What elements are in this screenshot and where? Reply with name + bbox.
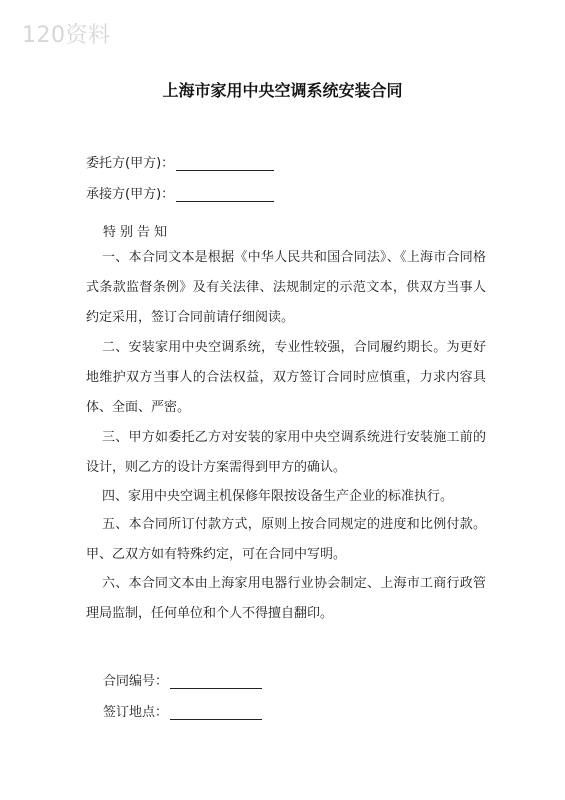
contractor-field [86,183,274,202]
watermark: 120资料 [22,23,111,48]
client-field [86,152,274,171]
contractor-blank-line[interactable] [176,187,274,202]
notice-paragraph-6: 六、本合同文本由上海家用电器行业协会制定、上海市工商行政管理局监制，任何单位和个人不得擅自翻印。 [86,576,486,621]
contract-number-blank-line[interactable] [170,674,262,689]
signing-place-blank-line[interactable] [170,705,262,720]
document-title: 上海市家用中央空调系统安装合同 [162,81,403,100]
notice-heading: 特别告知 [103,225,172,240]
client-blank-line[interactable] [176,156,274,171]
notice-paragraph-3: 三、甲方如委托乙方对安装的家用中央空调系统进行安装施工前的设计，则乙方的设计方案需得到甲方的确认。 [86,430,486,475]
contract-number-field [103,670,262,689]
notice-paragraph-1: 一、本合同文本是根据《中华人民共和国合同法》、《上海市合同格式条款监督条例》及有关法律、法规制定的示范文本，供双方当事人约定采用，签订合同前请仔细阅读。 [86,250,486,325]
notice-paragraph-4: 四、家用中央空调主机保修年限按设备生产企业的标准执行。 [102,489,454,504]
contractor-label: 承接方(甲方)： [86,187,175,202]
notice-paragraph-2: 二、安装家用中央空调系统，专业性较强，合同履约期长。为更好地维护双方当事人的合法权益，双方签订合同时应慎重，力求内容具体、全面、严密。 [86,340,486,415]
contract-number-label: 合同编号： [103,674,169,689]
client-label: 委托方(甲方)： [86,156,175,171]
signing-place-field [103,701,262,720]
notice-paragraph-5: 五、本合同所订付款方式，原则上按合同规定的进度和比例付款。甲、乙双方如有特殊约定，可在合同中写明。 [86,517,486,562]
signing-place-label: 签订地点： [103,705,169,720]
